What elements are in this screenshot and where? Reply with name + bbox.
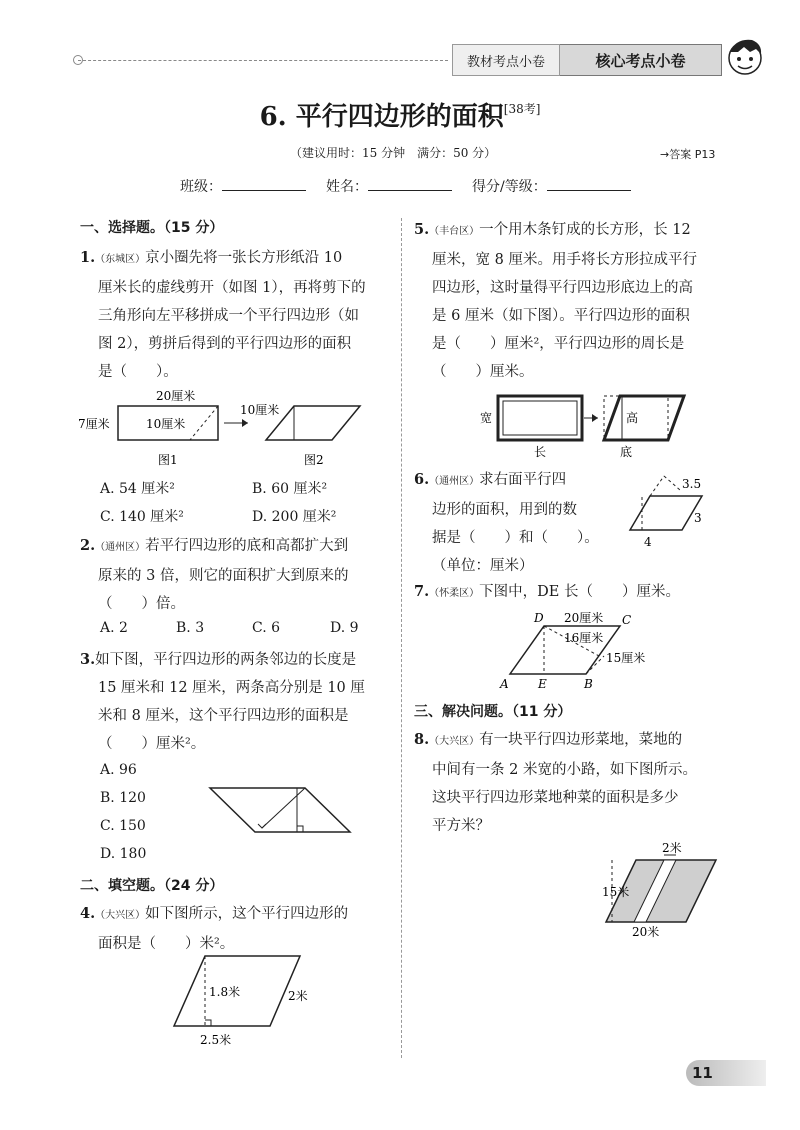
q7-point-c: C (622, 613, 632, 627)
q3-line: 米和 8 厘米，这个平行四边形的面积是 (98, 708, 349, 724)
q5-width-label: 宽 (480, 411, 493, 425)
q8-base-label: 20米 (632, 925, 660, 939)
q5-line: 是（ ）厘米²，平行四边形的周长是 (432, 336, 685, 352)
q1-line: 厘米长的虚线剪开（如图 1），再将剪下的 (98, 280, 366, 296)
q6-line: （单位：厘米） (432, 558, 534, 574)
q6-line: 边形的面积，用到的数 (432, 502, 577, 518)
q2-option-a[interactable]: A. 2 (100, 620, 128, 636)
q5-height-label: 高 (626, 411, 639, 425)
score-blank[interactable] (547, 174, 631, 191)
q5-rectangle (498, 396, 582, 440)
q5-length-label: 长 (534, 445, 547, 459)
header-tag-core: 核心考点小卷 (560, 44, 722, 76)
q7-point-b: B (584, 677, 593, 691)
question-5 (414, 216, 730, 386)
q8-line: 中间有一条 2 米宽的小路，如下图所示。 (432, 762, 697, 778)
q5-source: （丰台区） (429, 226, 480, 237)
q8-path-width-label: 2米 (662, 841, 682, 855)
q3-number: 3. (80, 651, 96, 668)
q6-line: 据是（ ）和（ ）。 (432, 530, 599, 546)
q4-line: 面积是（ ）米²。 (98, 936, 235, 952)
column-divider (401, 218, 402, 1058)
q1-cut-line (190, 406, 218, 440)
q6-figure (618, 468, 718, 552)
q4-side-label: 2米 (288, 989, 308, 1003)
q3-parallelogram (210, 788, 350, 832)
section-2-heading: 二、填空题。（24 分） (80, 878, 224, 894)
q1-caption-2: 图2 (304, 453, 324, 467)
name-blank[interactable] (368, 174, 452, 191)
student-info-row (180, 174, 631, 196)
q3-line: （ ）厘米²。 (98, 736, 206, 752)
q3-option-d[interactable]: D. 180 (100, 846, 147, 862)
q7-top-label: 20厘米 (564, 611, 604, 625)
q1-caption-1: 图1 (158, 453, 178, 467)
q1-option-c[interactable]: C. 140 厘米² (100, 509, 184, 525)
q5-parallelogram (604, 396, 684, 440)
q6-label-b: 3 (694, 511, 702, 525)
q7-figure (494, 608, 664, 694)
q6-number: 6. (414, 471, 430, 488)
q8-height-label: 15米 (602, 885, 630, 899)
q7-source: （怀柔区） (429, 588, 480, 599)
class-label: 班级： (180, 179, 222, 195)
q1-inner-label: 10厘米 (146, 417, 186, 431)
q5-line: （ ）厘米。 (432, 364, 534, 380)
score-label: 得分/等级： (472, 179, 547, 195)
question-8 (414, 726, 730, 840)
q3-line: 15 厘米和 12 厘米，两条高分别是 10 厘 (98, 680, 365, 696)
q4-source: （大兴区） (95, 910, 146, 921)
q6-source: （通州区） (429, 476, 480, 487)
q1-top-label: 20厘米 (156, 389, 196, 403)
q5-line: 一个用木条钉成的长方形，长 12 (479, 222, 691, 238)
q2-line: 原来的 3 倍，则它的面积扩大到原来的 (98, 568, 349, 584)
q1-number: 1. (80, 249, 96, 266)
q1-figure (78, 384, 378, 474)
q5-arrowhead (592, 414, 598, 422)
q5-line: 是 6 厘米（如下图）。平行四边形的面积 (432, 308, 690, 324)
name-label: 姓名： (326, 179, 368, 195)
q2-option-c[interactable]: C. 6 (252, 620, 281, 636)
title-badge: [38考] (503, 102, 541, 116)
q2-source: （通州区） (95, 542, 146, 553)
mascot-icon (722, 34, 768, 80)
q2-line: （ ）倍。 (98, 596, 185, 612)
q8-figure (598, 838, 728, 940)
title-text: 6. 平行四边形的面积 (259, 102, 504, 132)
q6-label-c: 4 (644, 535, 652, 549)
q7-mid-label: 16厘米 (564, 631, 604, 645)
section-1-heading: 一、选择题。（15 分） (80, 220, 224, 236)
q1-arrow-label: 10厘米 (240, 403, 280, 417)
q8-source: （大兴区） (429, 736, 480, 747)
q4-line: 如下图所示，这个平行四边形的 (145, 906, 349, 922)
header-dashed-line (78, 60, 448, 61)
question-3 (80, 646, 392, 758)
q6-height-line-2 (664, 476, 680, 490)
q6-label-a: 3.5 (682, 477, 702, 491)
q6-line: 求右面平行四 (479, 472, 567, 488)
q5-figure (474, 392, 704, 464)
q4-number: 4. (80, 905, 96, 922)
section-3-heading: 三、解决问题。（11 分） (414, 704, 572, 720)
answer-reference: →答案 P13 (660, 148, 716, 161)
subtitle: （建议用时：15 分钟 满分：50 分） (290, 146, 497, 160)
q5-line: 厘米，宽 8 厘米。用手将长方形拉成平行 (432, 252, 697, 268)
q1-parallelogram (266, 406, 360, 440)
q6-extension-line (650, 476, 664, 496)
q5-rectangle-inner (503, 401, 577, 435)
q5-base-label: 底 (620, 445, 633, 459)
q7-point-a: A (500, 677, 509, 691)
q7-side-label: 15厘米 (606, 651, 646, 665)
q8-number: 8. (414, 731, 430, 748)
q3-line: 如下图，平行四边形的两条邻边的长度是 (95, 652, 357, 668)
q7-point-d: D (534, 611, 544, 625)
q8-line: 平方米？ (432, 818, 490, 834)
q4-height-label: 1.8米 (209, 985, 241, 999)
q3-height-2 (262, 788, 305, 828)
q7-point-e: E (538, 677, 547, 691)
q4-right-angle (205, 1020, 211, 1026)
q2-line: 若平行四边形的底和高都扩大到 (145, 538, 349, 554)
q3-option-b[interactable]: B. 120 (100, 790, 146, 806)
q8-line: 有一块平行四边形菜地，菜地的 (479, 732, 683, 748)
q8-line: 这块平行四边形菜地种菜的面积是多少 (432, 790, 679, 806)
question-6 (414, 466, 624, 580)
q1-line: 是（ ）。 (98, 364, 178, 380)
q1-option-a[interactable]: A. 54 厘米² (100, 481, 175, 497)
q1-option-d[interactable]: D. 200 厘米² (252, 509, 337, 525)
page-number: 11 (692, 1064, 713, 1082)
q5-number: 5. (414, 221, 430, 238)
q3-figure (200, 780, 360, 840)
q3-option-a[interactable]: A. 96 (100, 762, 137, 778)
question-7 (414, 578, 730, 608)
question-1 (80, 244, 392, 386)
question-2 (80, 532, 392, 618)
q1-line: 图 2），剪拼后得到的平行四边形的面积 (98, 336, 352, 352)
header-tag-textbook: 教材考点小卷 (452, 44, 560, 76)
q1-arrowhead (242, 419, 248, 427)
q4-base-label: 2.5米 (200, 1033, 232, 1047)
q1-left-label: 7厘米 (78, 417, 110, 431)
q1-option-b[interactable]: B. 60 厘米² (252, 481, 328, 497)
page-title (0, 96, 800, 133)
q2-number: 2. (80, 537, 96, 554)
q1-line: 京小圈先将一张长方形纸沿 10 (145, 250, 343, 266)
q4-figure (160, 950, 330, 1048)
q2-option-b[interactable]: B. 3 (176, 620, 205, 636)
q6-parallelogram (630, 496, 702, 530)
q1-line: 三角形向左平移拼成一个平行四边形（如 (98, 308, 359, 324)
q7-text: 下图中，DE 长（ ）厘米。 (479, 584, 680, 600)
q7-number: 7. (414, 583, 430, 600)
q2-option-d[interactable]: D. 9 (330, 620, 359, 636)
class-blank[interactable] (222, 174, 306, 191)
q5-line: 四边形，这时量得平行四边形底边上的高 (432, 280, 693, 296)
header-tag (452, 44, 722, 76)
q3-right-angle-1 (297, 826, 303, 832)
q3-option-c[interactable]: C. 150 (100, 818, 146, 834)
q1-source: （东城区） (95, 254, 146, 265)
